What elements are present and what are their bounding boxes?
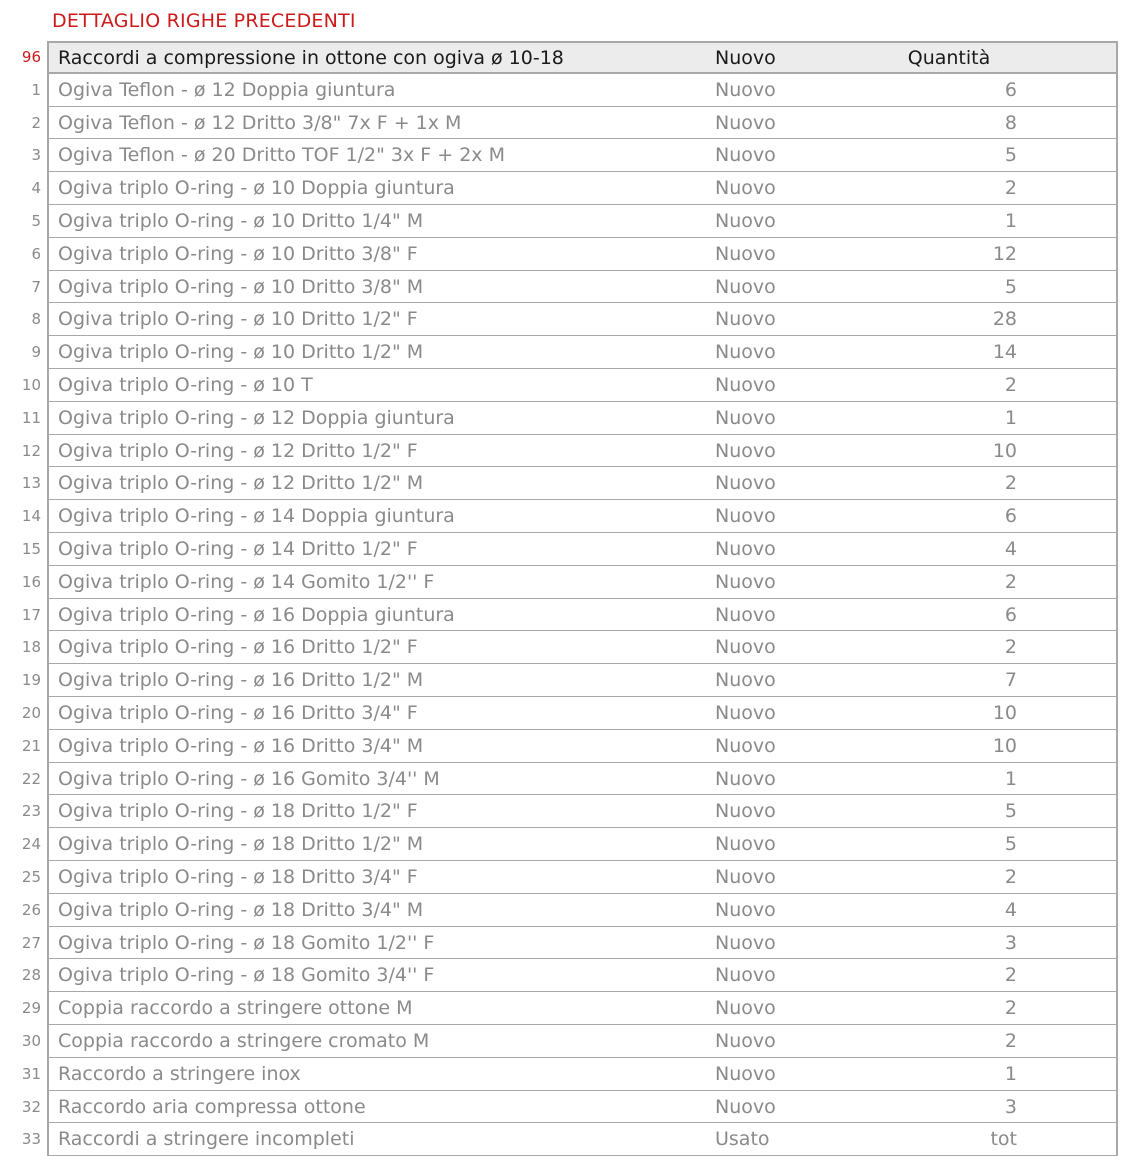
row-cell [47,369,1118,402]
row-description: Ogiva triplo O-ring - ø 16 Doppia giuntura [58,603,455,626]
row-quantity: 2 [1004,177,1017,200]
row-description: Raccordo aria compressa ottone [58,1095,366,1118]
row-description: Ogiva triplo O-ring - ø 16 Dritto 1/2" M [58,669,424,692]
row-quantity: 5 [1004,144,1017,167]
row-cell [47,336,1118,369]
row-quantity: 5 [1004,275,1017,298]
table-row [0,763,1120,796]
table-row [0,139,1120,172]
row-condition: Nuovo [715,373,776,396]
row-cell [47,566,1118,599]
row-quantity: 2 [1004,997,1017,1020]
row-quantity: 1 [1004,1062,1017,1085]
row-quantity: 3 [1004,1095,1017,1118]
table-row [0,1025,1120,1058]
table-row [0,271,1120,304]
row-description: Ogiva triplo O-ring - ø 10 Dritto 1/4" M [58,209,424,232]
row-cell [47,172,1118,205]
table-row [0,828,1120,861]
row-quantity: 14 [992,341,1017,364]
table-row [0,927,1120,960]
row-quantity: 2 [1004,1029,1017,1052]
row-cell [47,828,1118,861]
table-row [0,74,1120,107]
row-description: Ogiva triplo O-ring - ø 12 Doppia giuntura [58,406,455,429]
row-quantity: 2 [1004,964,1017,987]
table-row [0,631,1120,664]
row-cell [47,697,1118,730]
row-number: 19 [21,671,41,690]
row-condition: Nuovo [715,865,776,888]
row-cell [47,1025,1118,1058]
table-header-row [0,41,1120,74]
row-number: 28 [21,966,41,985]
row-cell [47,631,1118,664]
row-quantity: 10 [992,439,1017,462]
row-condition: Nuovo [715,242,776,265]
detail-table [0,41,1120,1156]
row-cell [47,303,1118,336]
row-quantity: 10 [992,734,1017,757]
table-row [0,664,1120,697]
row-cell [47,107,1118,140]
row-condition: Usato [715,1128,770,1151]
row-description: Ogiva triplo O-ring - ø 14 Gomito 1/2'' F [58,570,435,593]
row-quantity: 5 [1004,833,1017,856]
table-row [0,435,1120,468]
row-quantity: 7 [1004,669,1017,692]
row-number: 6 [31,244,41,263]
row-quantity: 3 [1004,931,1017,954]
table-row [0,566,1120,599]
row-condition: Nuovo [715,833,776,856]
row-cell [47,1058,1118,1091]
row-description: Ogiva triplo O-ring - ø 18 Dritto 3/4" M [58,898,424,921]
table-row [0,697,1120,730]
row-description: Ogiva Teflon - ø 20 Dritto TOF 1/2" 3x F + 2x M [58,144,505,167]
row-condition: Nuovo [715,898,776,921]
row-number: 23 [21,802,41,821]
row-description: Ogiva Teflon - ø 12 Doppia giuntura [58,78,396,101]
row-number: 16 [21,572,41,591]
table-row [0,500,1120,533]
header-cell [47,41,1118,74]
row-description: Raccordi a stringere incompleti [58,1128,355,1151]
row-condition: Nuovo [715,472,776,495]
row-quantity: 6 [1004,603,1017,626]
row-cell [47,500,1118,533]
row-description: Ogiva triplo O-ring - ø 10 Dritto 3/8" M [58,275,424,298]
row-cell [47,894,1118,927]
row-number: 24 [21,835,41,854]
row-cell [47,533,1118,566]
row-number: 17 [21,605,41,624]
table-row [0,959,1120,992]
row-cell [47,402,1118,435]
row-description: Ogiva triplo O-ring - ø 14 Doppia giuntura [58,505,455,528]
row-cell [47,730,1118,763]
row-quantity: 1 [1004,767,1017,790]
row-number: 30 [21,1031,41,1050]
row-cell [47,467,1118,500]
row-number: 27 [21,933,41,952]
row-cell [47,1123,1118,1156]
row-cell [47,271,1118,304]
row-description: Ogiva triplo O-ring - ø 16 Dritto 3/4" F [58,701,418,724]
row-number: 2 [31,113,41,132]
row-condition: Nuovo [715,767,776,790]
row-cell [47,795,1118,828]
row-quantity: 28 [992,308,1017,331]
row-description: Ogiva triplo O-ring - ø 10 Dritto 3/8" F [58,242,418,265]
row-description: Ogiva triplo O-ring - ø 18 Dritto 1/2" F [58,800,418,823]
row-number: 21 [21,736,41,755]
row-description: Ogiva triplo O-ring - ø 10 Dritto 1/2" M [58,341,424,364]
row-description: Ogiva triplo O-ring - ø 10 T [58,373,313,396]
row-number: 8 [31,310,41,329]
row-condition: Nuovo [715,1095,776,1118]
row-number: 32 [21,1097,41,1116]
row-quantity: 2 [1004,570,1017,593]
row-condition: Nuovo [715,1062,776,1085]
row-condition: Nuovo [715,669,776,692]
table-row [0,238,1120,271]
row-number: 4 [31,179,41,198]
row-description: Ogiva triplo O-ring - ø 12 Dritto 1/2" M [58,472,424,495]
section-title: DETTAGLIO RIGHE PRECEDENTI [52,10,356,32]
row-cell [47,763,1118,796]
row-condition: Nuovo [715,275,776,298]
row-description: Ogiva triplo O-ring - ø 18 Gomito 1/2'' F [58,931,435,954]
row-number: 5 [31,211,41,230]
row-quantity: 2 [1004,472,1017,495]
row-description: Coppia raccordo a stringere cromato M [58,1029,430,1052]
row-cell [47,599,1118,632]
row-condition: Nuovo [715,800,776,823]
row-quantity: 2 [1004,373,1017,396]
row-condition: Nuovo [715,701,776,724]
table-row [0,795,1120,828]
row-cell [47,927,1118,960]
row-condition: Nuovo [715,341,776,364]
table-row [0,599,1120,632]
row-cell [47,1091,1118,1124]
row-cell [47,992,1118,1025]
table-row [0,861,1120,894]
table-row [0,107,1120,140]
table-row [0,1123,1120,1156]
row-number: 12 [21,441,41,460]
table-row [0,205,1120,238]
table-row [0,467,1120,500]
row-description: Raccordo a stringere inox [58,1062,301,1085]
table-row [0,303,1120,336]
row-description: Ogiva triplo O-ring - ø 18 Dritto 3/4" F [58,865,418,888]
row-quantity: 6 [1004,78,1017,101]
row-cell [47,205,1118,238]
row-condition: Nuovo [715,1029,776,1052]
row-condition: Nuovo [715,406,776,429]
row-number: 29 [21,999,41,1018]
row-quantity: 5 [1004,800,1017,823]
row-quantity: 10 [992,701,1017,724]
row-description: Coppia raccordo a stringere ottone M [58,997,413,1020]
row-cell [47,959,1118,992]
row-number: 7 [31,277,41,296]
row-condition: Nuovo [715,209,776,232]
row-description: Ogiva triplo O-ring - ø 10 Doppia giuntura [58,177,455,200]
table-row [0,1091,1120,1124]
row-description: Ogiva triplo O-ring - ø 18 Gomito 3/4'' F [58,964,435,987]
row-quantity: 12 [992,242,1017,265]
row-number: 13 [21,474,41,493]
row-description: Ogiva triplo O-ring - ø 16 Dritto 3/4" M [58,734,424,757]
table-row [0,894,1120,927]
row-description: Ogiva triplo O-ring - ø 18 Dritto 1/2" M [58,833,424,856]
row-condition: Nuovo [715,603,776,626]
row-condition: Nuovo [715,439,776,462]
row-description: Ogiva triplo O-ring - ø 12 Dritto 1/2" F [58,439,418,462]
row-quantity: 1 [1004,406,1017,429]
row-condition: Nuovo [715,964,776,987]
row-number: 25 [21,867,41,886]
row-number: 15 [21,539,41,558]
row-description: Ogiva Teflon - ø 12 Dritto 3/8" 7x F + 1x M [58,111,462,134]
header-description: Raccordi a compressione in ottone con ogiva ø 10-18 [58,47,564,69]
row-number: 26 [21,900,41,919]
row-number: 33 [21,1130,41,1149]
row-condition: Nuovo [715,734,776,757]
row-quantity: 1 [1004,209,1017,232]
row-cell [47,139,1118,172]
row-quantity: 4 [1004,898,1017,921]
row-number: 11 [21,408,41,427]
row-cell [47,74,1118,107]
table-row [0,533,1120,566]
row-number: 9 [31,343,41,362]
row-cell [47,238,1118,271]
row-condition: Nuovo [715,570,776,593]
row-quantity: 6 [1004,505,1017,528]
table-row [0,1058,1120,1091]
row-quantity: 8 [1004,111,1017,134]
table-row [0,369,1120,402]
row-quantity: 2 [1004,636,1017,659]
row-number: 18 [21,638,41,657]
row-condition: Nuovo [715,308,776,331]
row-number: 20 [21,703,41,722]
row-description: Ogiva triplo O-ring - ø 10 Dritto 1/2" F [58,308,418,331]
row-condition: Nuovo [715,505,776,528]
row-quantity: 4 [1004,537,1017,560]
row-cell [47,861,1118,894]
row-condition: Nuovo [715,177,776,200]
row-condition: Nuovo [715,931,776,954]
table-row [0,402,1120,435]
row-condition: Nuovo [715,78,776,101]
row-condition: Nuovo [715,144,776,167]
row-description: Ogiva triplo O-ring - ø 16 Gomito 3/4'' M [58,767,440,790]
row-number: 14 [21,507,41,526]
row-number: 22 [21,769,41,788]
header-row-number: 96 [21,48,41,66]
table-row [0,172,1120,205]
row-condition: Nuovo [715,636,776,659]
row-cell [47,664,1118,697]
row-description: Ogiva triplo O-ring - ø 14 Dritto 1/2" F [58,537,418,560]
row-description: Ogiva triplo O-ring - ø 16 Dritto 1/2" F [58,636,418,659]
row-number: 10 [21,375,41,394]
row-condition: Nuovo [715,997,776,1020]
row-number: 3 [31,146,41,165]
row-condition: Nuovo [715,537,776,560]
row-number: 1 [31,80,41,99]
table-row [0,730,1120,763]
row-condition: Nuovo [715,111,776,134]
row-number: 31 [21,1064,41,1083]
header-condition: Nuovo [715,47,776,69]
table-row [0,336,1120,369]
header-quantity: Quantità [907,47,991,69]
row-quantity: 2 [1004,865,1017,888]
row-quantity: tot [990,1128,1017,1151]
row-cell [47,435,1118,468]
table-row [0,992,1120,1025]
